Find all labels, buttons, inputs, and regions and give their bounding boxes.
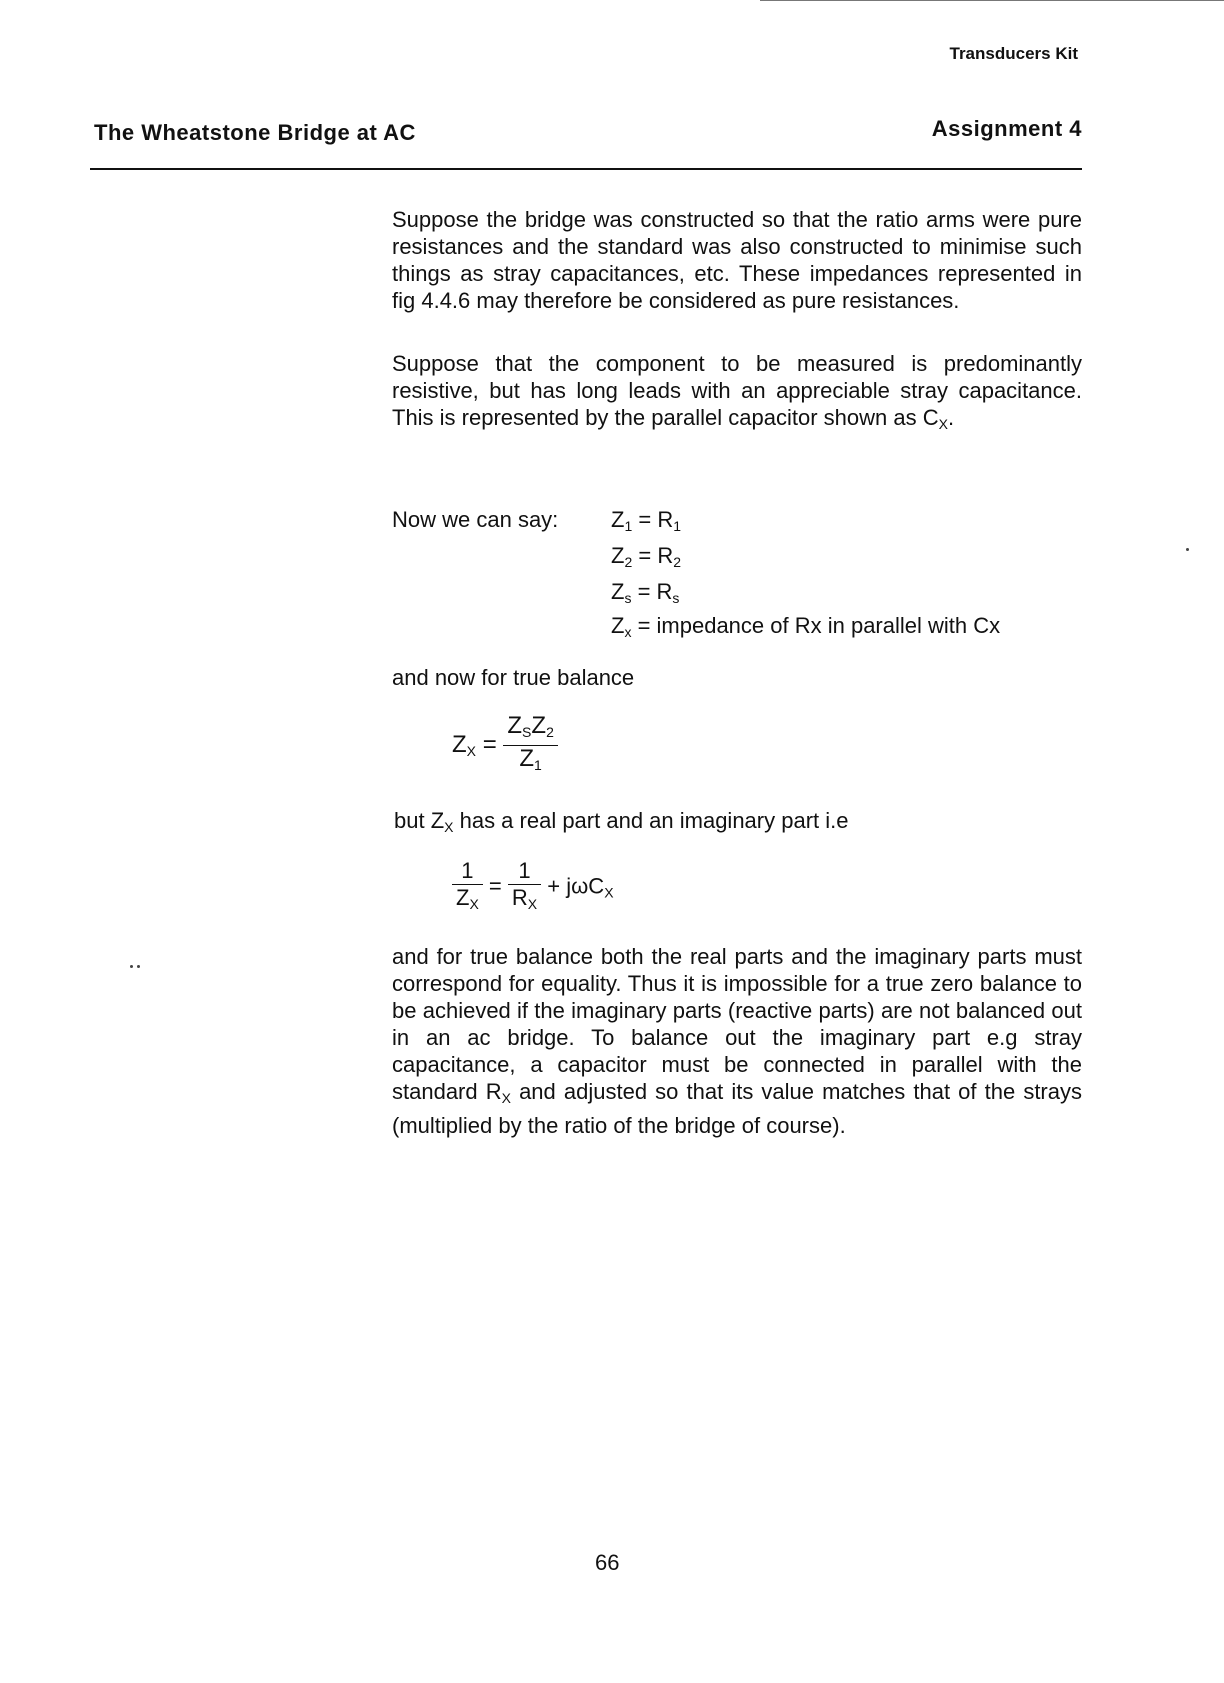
scan-speck <box>130 965 133 968</box>
balance-formula: $Z_X$ = $\frac{Z_SZ_2}{Z_1}$ <box>452 713 558 778</box>
admittance-formula: $\frac{1}{Z_X}$ = $\frac{1}{R_X}$ + jωC$_X$ <box>452 858 614 917</box>
fraction-left: $\frac{1}{Z_X}$ <box>452 858 483 917</box>
scan-speck <box>137 965 140 968</box>
paragraph-3: and for true balance both the real parts and the imaginary parts must correspond for equality. Thus it is impossible for a true zero balance to be achieved if the imaginary parts (reactive parts) are not balanced out in an ac bridge. To balance out the imaginary part e.g stray capacitance, a capacitor must be connected in parallel with the standard $R_X$ and adjusted so that its value matches that of the strays (multiplied by the ratio of the bridge of course). <box>392 944 1082 1138</box>
paragraph-2: Suppose that the component to be measured is predominantly resistive, but has long leads with an appreciable stray capacitance. This is represented by the parallel capacitor shown as $C_X$. <box>392 351 1082 432</box>
assignment-label: Assignment 4 <box>931 116 1082 141</box>
now-we-can-say: Now we can say: <box>392 507 559 532</box>
top-edge-line <box>760 0 1224 1</box>
scan-speck <box>1186 548 1189 551</box>
page-number: 66 <box>595 1550 620 1575</box>
equation-zs: $Z_s = R_s$ <box>611 579 680 606</box>
equation-z1: $Z_1 = R_1$ <box>611 507 682 534</box>
equation-zx: $Z_x$ = impedance of Rx in parallel with Cx <box>611 613 1001 640</box>
true-balance-line: and now for true balance <box>392 665 635 690</box>
imaginary-part-line: but $Z_X$ has a real part and an imaginary part i.e <box>394 808 849 835</box>
section-title: The Wheatstone Bridge at AC <box>94 120 416 145</box>
kit-label: Transducers Kit <box>949 44 1078 63</box>
fraction-right: $\frac{1}{R_X}$ <box>508 858 541 917</box>
equation-z2: $Z_2 = R_2$ <box>611 543 682 570</box>
fraction: $\frac{Z_SZ_2}{Z_1}$ <box>503 713 557 778</box>
header-rule <box>90 168 1082 170</box>
paragraph-1: Suppose the bridge was constructed so that the ratio arms were pure resistances and the standard was also constructed to minimise such things as stray capacitances, etc. These impedances represented in fig 4.4.6 may therefore be considered as pure resistances. <box>392 207 1082 313</box>
